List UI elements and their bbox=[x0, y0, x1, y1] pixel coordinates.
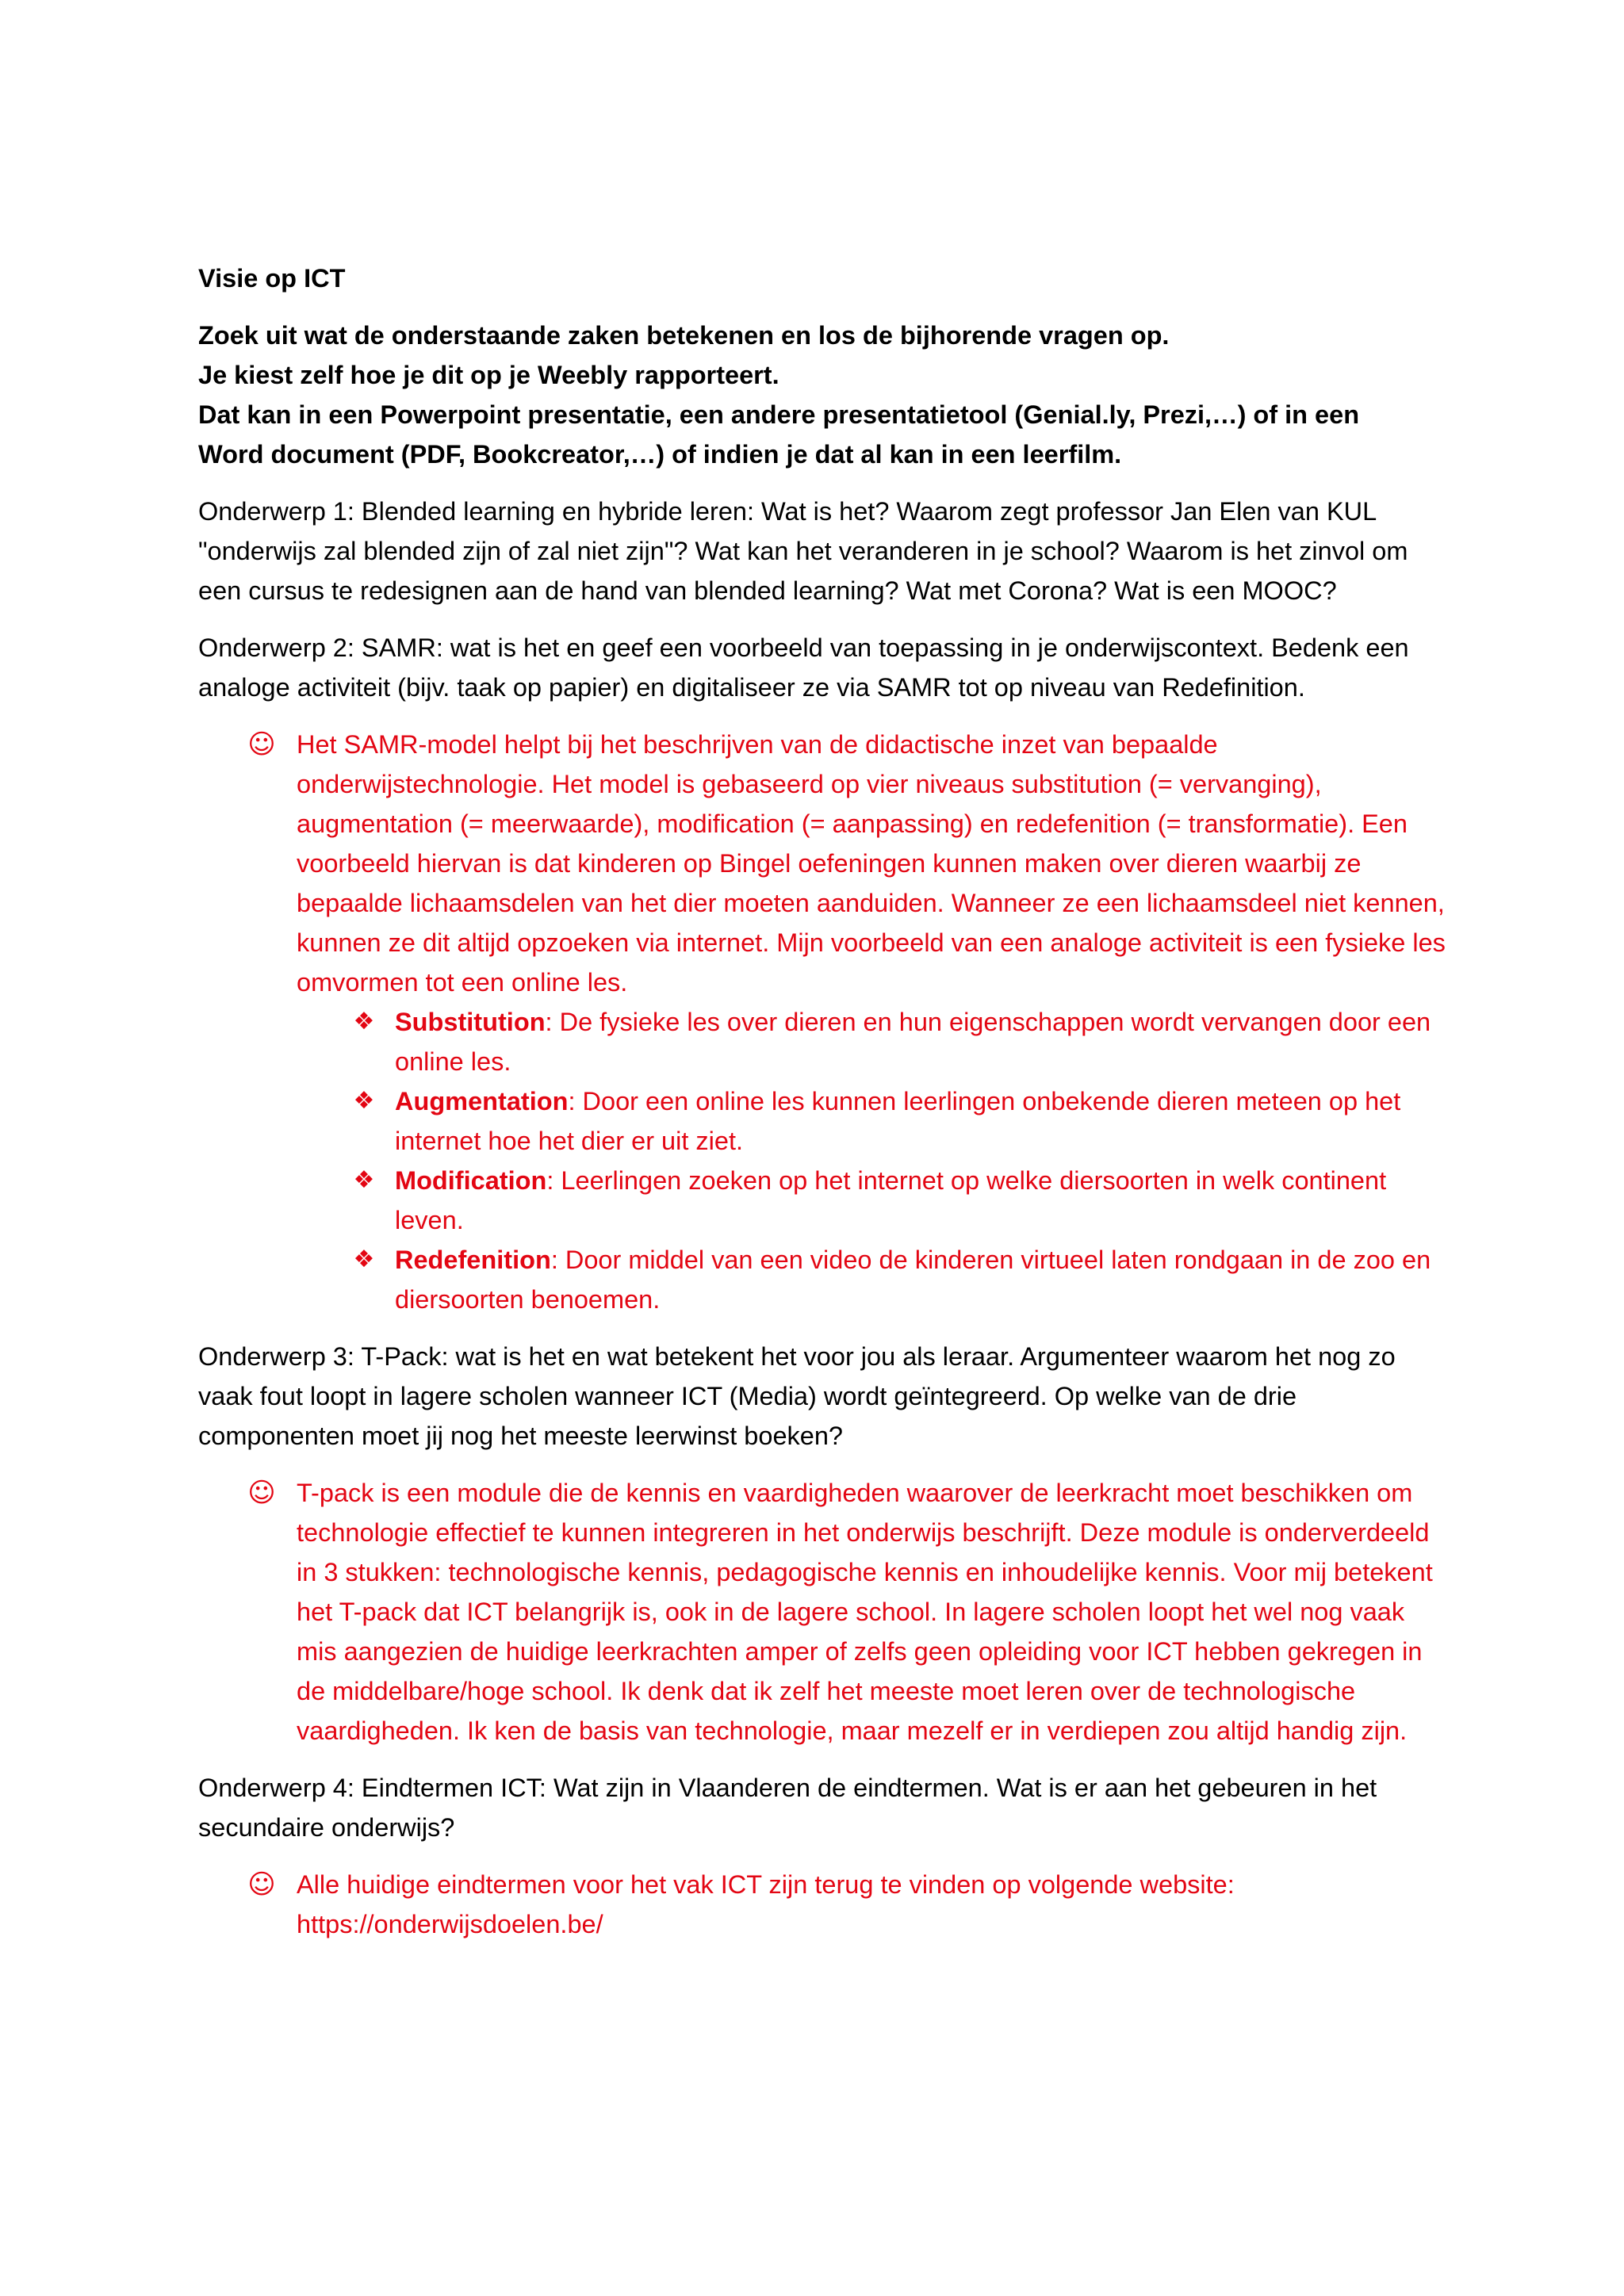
instruction-line: Word document (PDF, Bookcreator,…) of indien je dat al kan in een leerfilm. bbox=[198, 440, 1122, 469]
samr-term: Redefenition bbox=[395, 1246, 551, 1274]
topic-4-answer bbox=[198, 1865, 1451, 1944]
samr-description: : Leerlingen zoeken op het internet op welke diersoorten in welk continent leven. bbox=[395, 1166, 1387, 1234]
samr-term: Modification bbox=[395, 1166, 547, 1195]
onderwijsdoelen-link[interactable]: https://onderwijsdoelen.be/ bbox=[297, 1910, 603, 1938]
samr-description: : De fysieke les over dieren en hun eigenschappen wordt vervangen door een online les. bbox=[395, 1008, 1431, 1076]
diamond-bullet-icon: ❖ bbox=[353, 1246, 375, 1273]
samr-list bbox=[297, 1002, 1451, 1319]
diamond-bullet-icon: ❖ bbox=[353, 1166, 375, 1194]
topic-2-question: Onderwerp 2: SAMR: wat is het en geef een voorbeeld van toepassing in je onderwijscontext. Bedenk een analoge activiteit (bijv. taak op papier) en digitaliseer ze via SAMR tot op niveau van Redefinition. bbox=[198, 633, 1409, 702]
instruction-line: Dat kan in een Powerpoint presentatie, een andere presentatietool (Genial.ly, Prezi,…) of in een bbox=[198, 400, 1360, 429]
diamond-bullet-icon: ❖ bbox=[353, 1008, 375, 1035]
document-title: Visie op ICT bbox=[198, 264, 346, 293]
diamond-bullet-icon: ❖ bbox=[353, 1087, 375, 1115]
instruction-line: Zoek uit wat de onderstaande zaken betekenen en los de bijhorende vragen op. bbox=[198, 321, 1170, 350]
samr-description: : Door een online les kunnen leerlingen onbekende dieren meteen op het internet hoe het dier er uit ziet. bbox=[395, 1087, 1401, 1155]
samr-term: Substitution bbox=[395, 1008, 546, 1036]
topic-3-question: Onderwerp 3: T-Pack: wat is het en wat betekent het voor jou als leraar. Argumenteer waarom het nog zo vaak fout loopt in lagere scholen wanneer ICT (Media) wordt geïntegreerd. Op welke van de drie componenten moet jij nog het meeste leerwinst boeken? bbox=[198, 1342, 1396, 1450]
answer-text: Alle huidige eindtermen voor het vak ICT zijn terug te vinden op volgende website: bbox=[297, 1870, 1235, 1899]
answer-text: Het SAMR-model helpt bij het beschrijven van de didactische inzet van bepaalde onderwijstechnologie. Het model is gebaseerd op vier niveaus substitution (= vervanging), augmentation (= meerwaarde), modification (= aanpassing) en redefenition (= transformatie). Een voorbeeld hiervan is dat kinderen op Bingel oefeningen kunnen maken over dieren waarbij ze bepaalde lichaamsdelen van het dier moeten aanduiden. Wanneer ze een lichaamsdeel niet kennen, kunnen ze dit altijd opzoeken via internet. Mijn voorbeeld van een analoge activiteit is een fysieke les omvormen tot een online les. bbox=[297, 730, 1446, 997]
samr-item-substitution bbox=[297, 1002, 1451, 1081]
topic-1-question: Onderwerp 1: Blended learning en hybride leren: Wat is het? Waarom zegt professor Jan Elen van KUL "onderwijs zal blended zijn of zal niet zijn"? Wat kan het veranderen in je school? Waarom is het zinvol om een cursus te redesignen aan de hand van blended learning? Wat met Corona? Wat is een MOOC? bbox=[198, 497, 1408, 605]
samr-item-augmentation bbox=[297, 1081, 1451, 1161]
samr-item-modification bbox=[297, 1161, 1451, 1240]
answer-text: T-pack is een module die de kennis en vaardigheden waarover de leerkracht moet beschikken om technologie effectief te kunnen integreren in het onderwijs beschrijft. Deze module is onderverdeeld in 3 stukken: technologische kennis, pedagogische kennis en inhoudelijke kennis. Voor mij betekent het T-pack dat ICT belangrijk is, ook in de lagere school. In lagere scholen loopt het wel nog vaak mis aangezien de huidige leerkrachten amper of zelfs geen opleiding voor ICT hebben gekregen in de middelbare/hoge school. Ik denk dat ik zelf het meeste moet leren over de technologische vaardigheden. Ik ken de basis van technologie, maar mezelf er in verdiepen zou altijd handig zijn. bbox=[297, 1479, 1433, 1745]
document-page bbox=[198, 258, 1451, 1961]
samr-description: : Door middel van een video de kinderen virtueel laten rondgaan in de zoo en diersoorten benoemen. bbox=[395, 1246, 1431, 1314]
topic-3-answer bbox=[198, 1473, 1451, 1751]
samr-term: Augmentation bbox=[395, 1087, 569, 1115]
assignment-instructions bbox=[198, 316, 1451, 474]
smiley-icon: ☺ bbox=[247, 729, 276, 760]
samr-item-redefenition bbox=[297, 1240, 1451, 1319]
instruction-line: Je kiest zelf hoe je dit op je Weebly rapporteert. bbox=[198, 361, 779, 389]
topic-4-question: Onderwerp 4: Eindtermen ICT: Wat zijn in Vlaanderen de eindtermen. Wat is er aan het gebeuren in het secundaire onderwijs? bbox=[198, 1774, 1377, 1842]
smiley-icon: ☺ bbox=[247, 1477, 276, 1509]
smiley-icon: ☺ bbox=[247, 1869, 276, 1900]
topic-2-answer bbox=[198, 725, 1451, 1319]
